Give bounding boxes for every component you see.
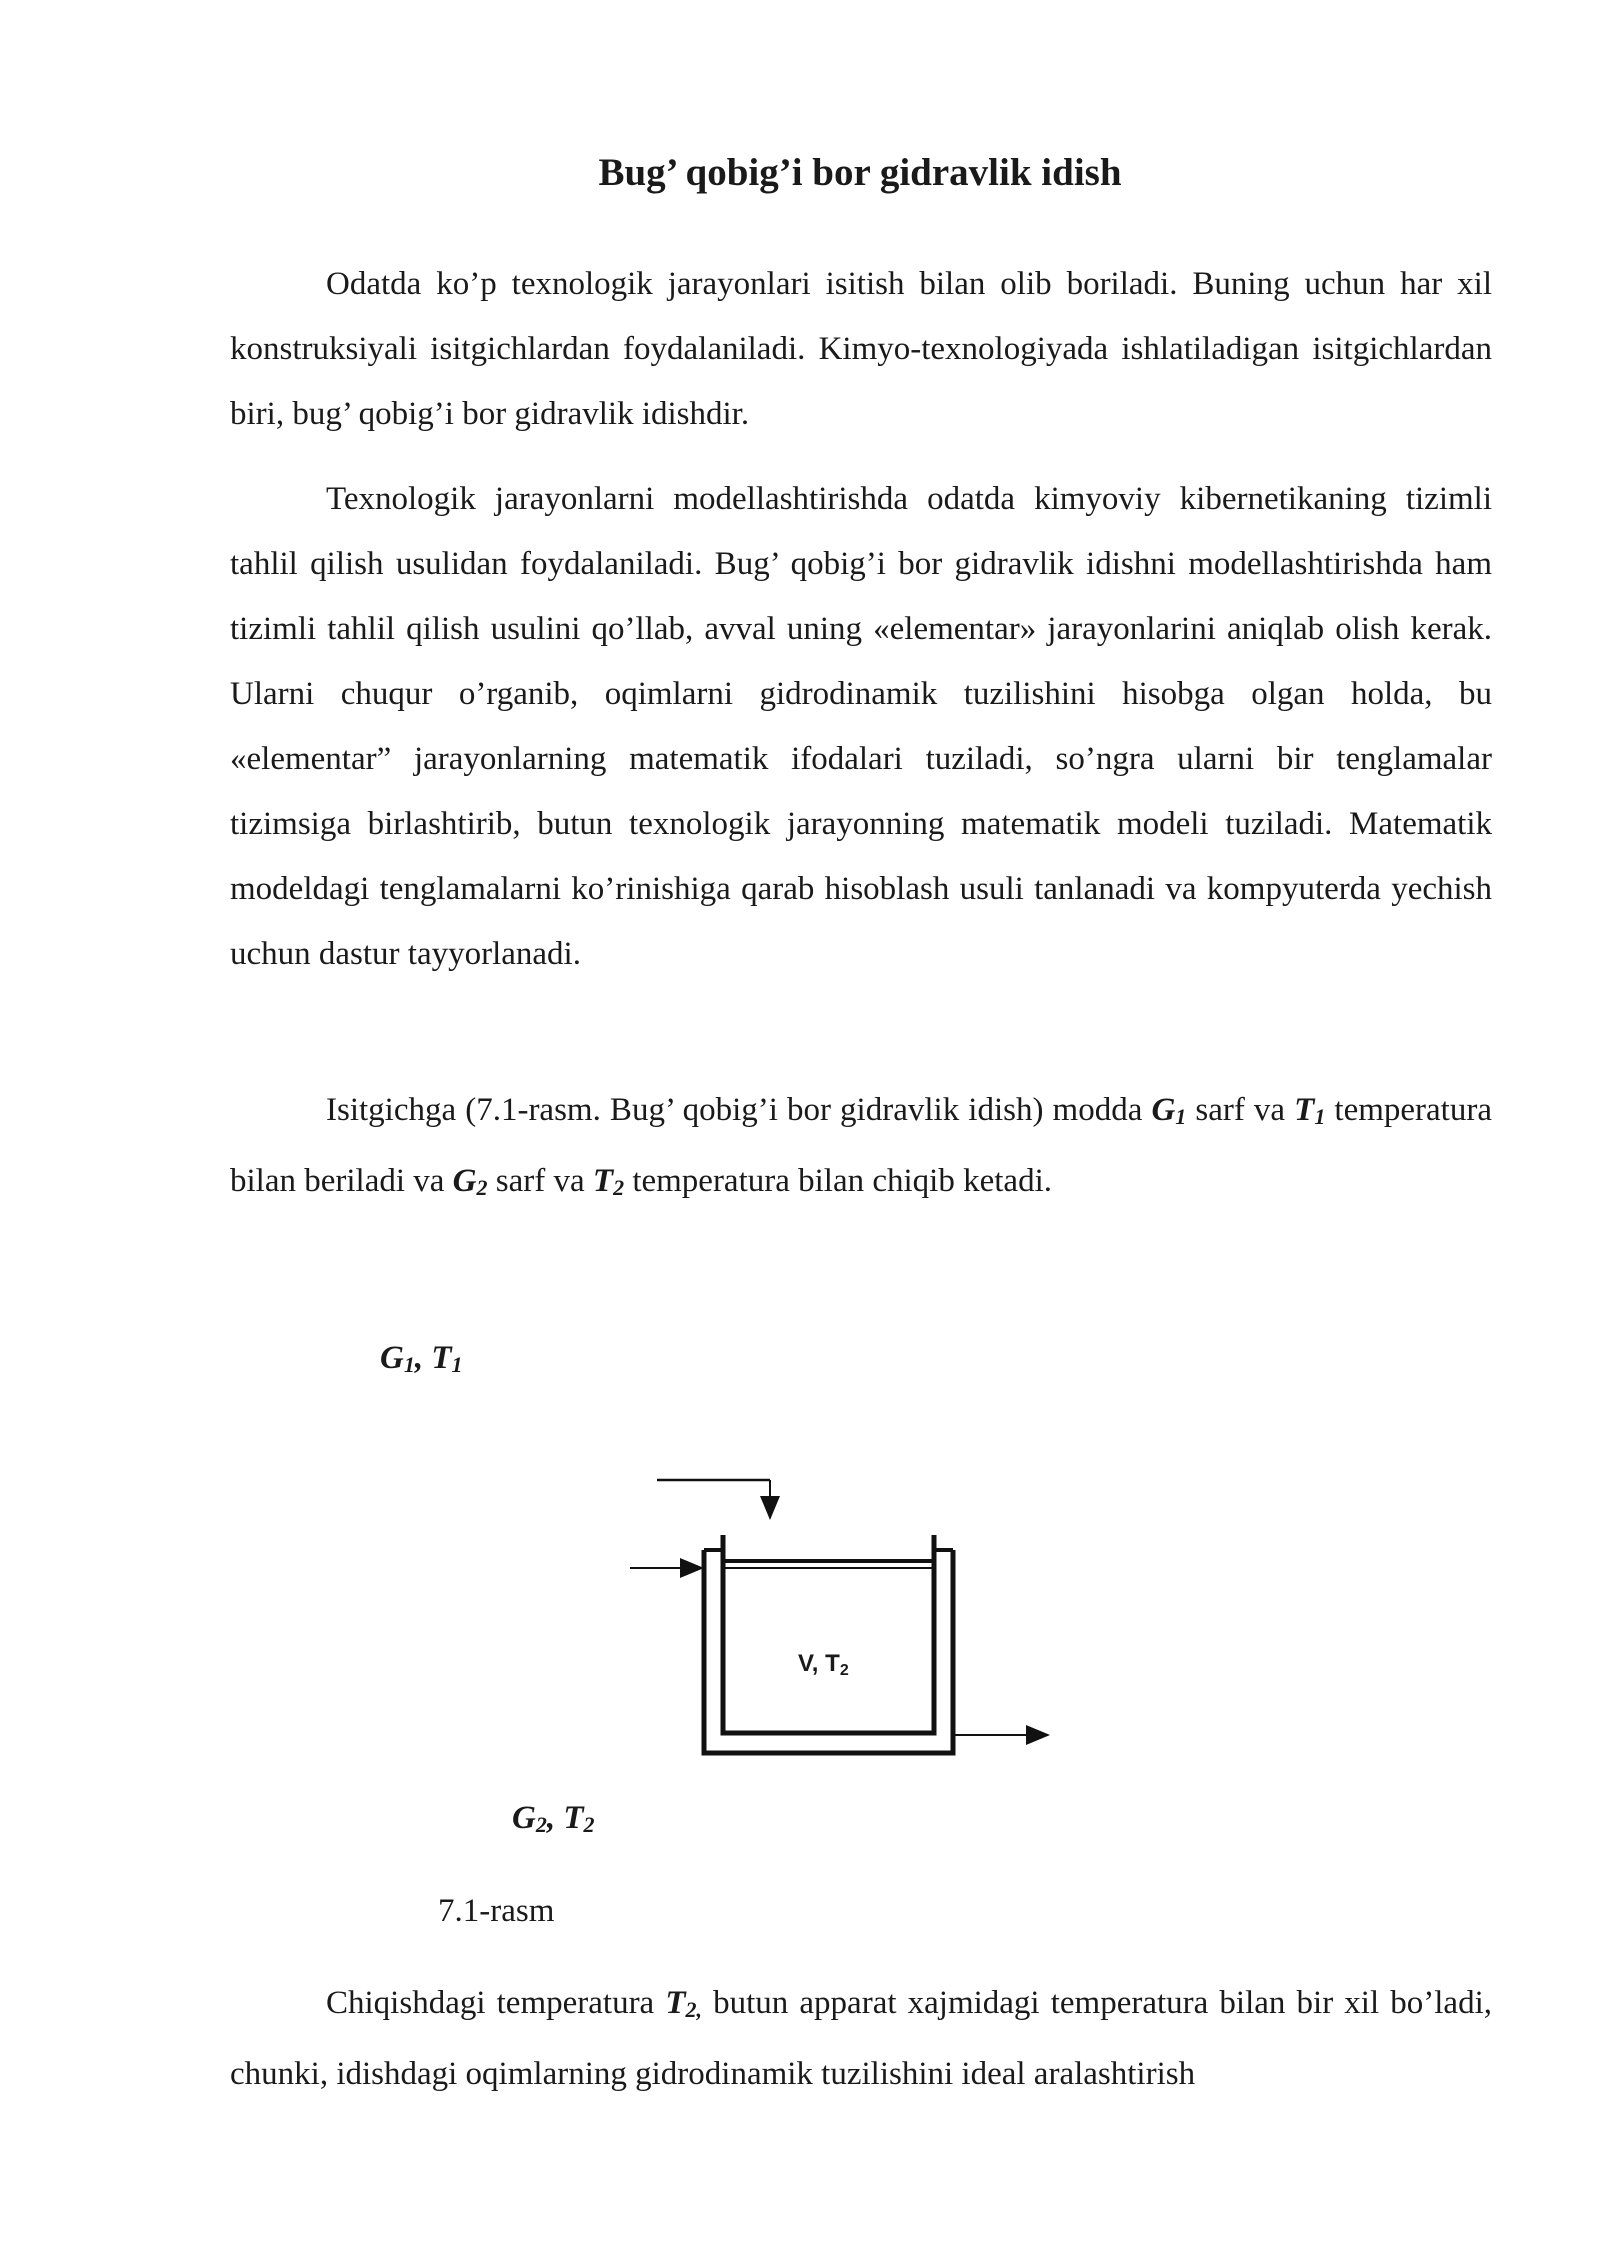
subscript: 2 [476,1175,488,1200]
label-t: T [563,1800,584,1836]
figure-caption: 7.1-rasm [438,1893,555,1929]
vessel-label [798,1650,849,1680]
text-run: sarf va [1186,1092,1295,1128]
text-run: temperatura bilan beriladi va [230,1092,1492,1199]
page-title: Bug’ qobig’i bor gidravlik idish [598,151,1122,194]
label-sep: , [414,1340,432,1376]
subscript: 2 [535,1812,547,1837]
text-run: butun apparat xajmidagi temperatura bilan bir xil bo’ladi, chunki, idishdagi oqimlarning gidrodinamik tuzilishini ideal aralashtirish [230,1985,1492,2092]
text-run: Chiqishdagi temperatura [326,1985,666,2021]
vessel-label-text: V, T [798,1650,840,1677]
symbol-t2: T [665,1985,686,2021]
label-t: T [431,1340,452,1376]
paragraph-intro-text: Odatda ko’p texnologik jarayonlari isitish bilan olib boriladi. Buning uchun har xil konstruksiyali isitgichlardan foydalaniladi. Kimyo-texnologiyada ishlatiladigan isitgichlardan biri, bug’ qobig’i bor gidravlik idishdir. [230,266,1492,432]
symbol-t1: T [1294,1092,1315,1128]
subscript: 1 [1314,1104,1326,1129]
subscript: 1 [1175,1104,1187,1129]
subscript: 2 [839,1662,849,1679]
symbol-g2: G [452,1163,477,1199]
subscript: 1 [451,1352,463,1377]
text-run: temperatura bilan chiqib ketadi. [624,1163,1052,1199]
paragraph-outlet-temperature [230,1971,1492,2107]
text-run: Isitgichga (7.1-rasm. Bug’ qobig’i bor gidravlik idish) modda [326,1092,1152,1128]
label-g: G [380,1340,404,1376]
label-sep: , [546,1800,564,1836]
symbol-t2: T [592,1163,614,1199]
vessel-wall [723,1535,934,1733]
paragraph-modelling-text: Texnologik jarayonlarni modellashtirishda odatda kimyoviy kibernetikaning tizimli tahlil qilish usulidan foydalaniladi. Bug’ qobig’i bor gidravlik idishni modellashtirishda ham tizimli tahlil qilish usulini qo’llab, avval uning «elementar» jarayonlarini aniqlab olish kerak. Ularni chuqur o’rganib, oqimlarni gidrodinamik tuzilishini hisobga olgan holda, bu «elementar” jarayonlarning matematik ifodalari tuziladi, so’ngra ularni bir tenglamalar tizimsiga birlashtirib, butun texnologik jarayonning matematik modeli tuziladi. Matematik modeldagi tenglamalarni ko’rinishiga qarab hisoblash usuli tanlanadi va kompyuterda yechish uchun dastur tayyorlanadi. [230,481,1492,972]
symbol-g1: G [1151,1092,1176,1128]
subscript: 2, [685,1997,702,2022]
outlet-label [512,1800,595,1838]
label-g: G [512,1800,536,1836]
text-run: sarf va [487,1163,593,1199]
subscript: 2 [613,1175,625,1200]
subscript: 1 [403,1352,415,1377]
subscript: 2 [583,1812,595,1837]
